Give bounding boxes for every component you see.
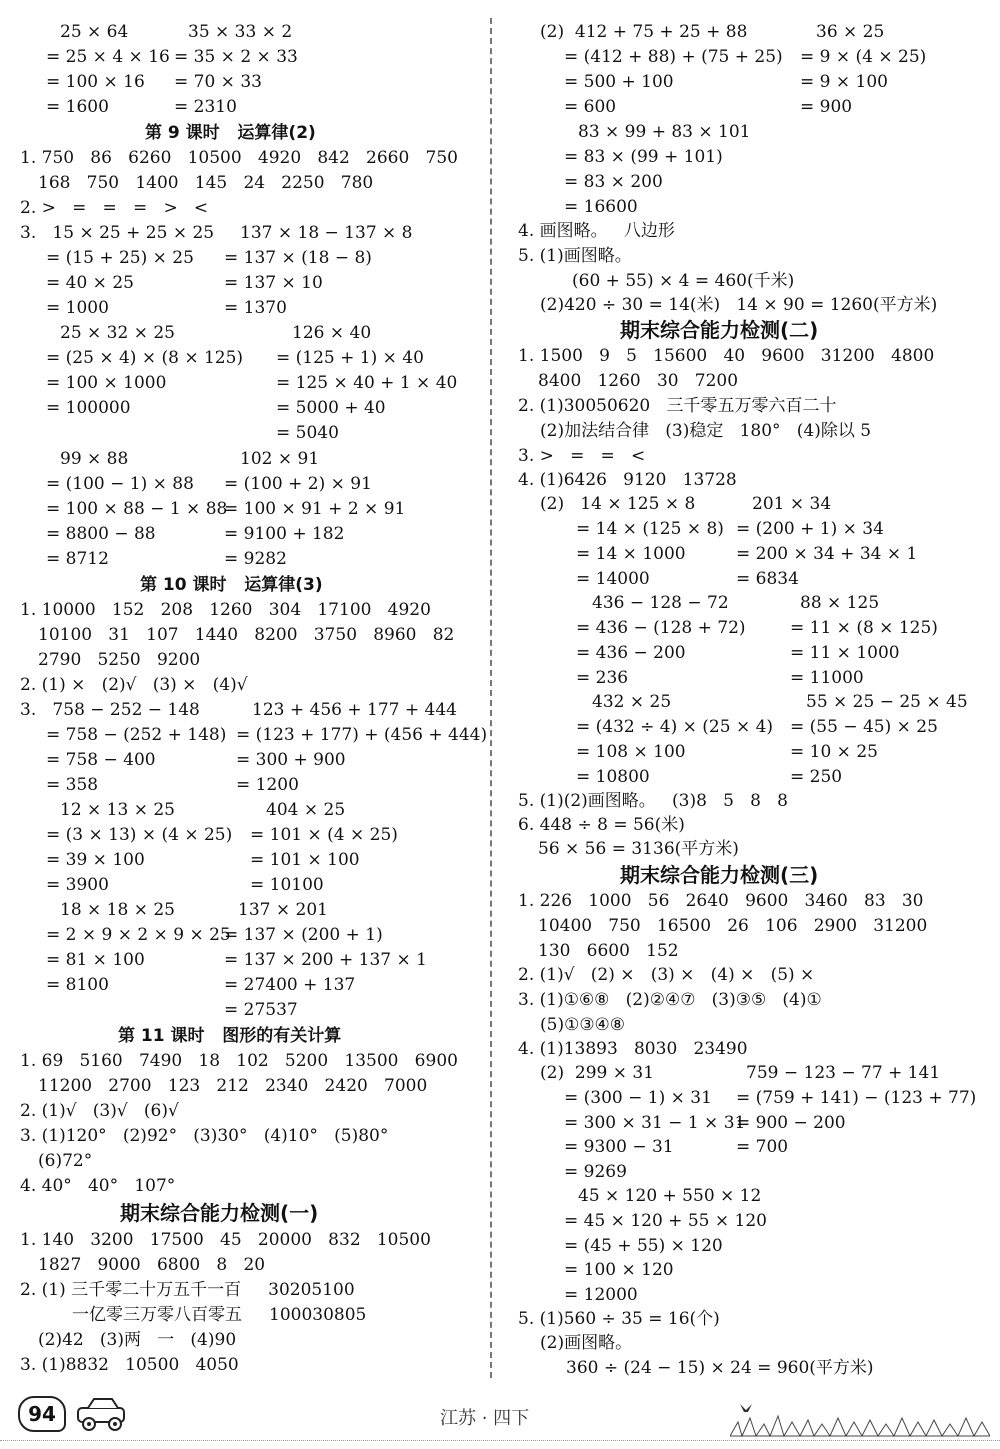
- car-icon: [72, 1394, 132, 1434]
- text-line: = 600: [564, 97, 617, 117]
- text-line: 4. 40° 40° 107°: [20, 1176, 176, 1196]
- text-line: 10400 750 16500 26 106 2900 31200: [538, 916, 928, 936]
- text-line: = 6834: [736, 569, 799, 589]
- text-line: = (412 + 88) + (75 + 25): [564, 47, 783, 67]
- text-line: = 436 − 200: [576, 643, 686, 663]
- text-line: = 9 × 100: [800, 72, 888, 92]
- text-line: 4. 画图略。 八边形: [518, 221, 675, 241]
- text-line: = 100 × 1000: [46, 373, 167, 393]
- text-line: 4. (1)6426 9120 13728: [518, 470, 737, 490]
- text-line: = 137 × 200 + 137 × 1: [224, 950, 427, 970]
- text-line: = (45 + 55) × 120: [564, 1236, 723, 1256]
- text-line: (2)420 ÷ 30 = 14(米) 14 × 90 = 1260(平方米): [540, 295, 938, 315]
- text-line: 3. 15 × 25 + 25 × 25: [20, 223, 215, 243]
- text-line: 45 × 120 + 550 × 12: [578, 1186, 762, 1206]
- text-line: 1. 140 3200 17500 45 20000 832 10500: [20, 1230, 431, 1250]
- text-line: 25 × 32 × 25: [60, 323, 175, 343]
- section-heading: 第 9 课时 运算律(2): [145, 123, 316, 143]
- text-line: (60 + 55) × 4 = 460(千米): [572, 271, 795, 291]
- section-heading: 第 11 课时 图形的有关计算: [118, 1026, 342, 1046]
- text-line: = 11000: [790, 668, 864, 688]
- text-line: = 35 × 2 × 33: [174, 47, 298, 67]
- text-line: = 45 × 120 + 55 × 120: [564, 1211, 767, 1231]
- text-line: = (3 × 13) × (4 × 25): [46, 825, 233, 845]
- text-line: = 3900: [46, 875, 109, 895]
- text-line: 130 6600 152: [538, 941, 679, 961]
- text-line: = 9100 + 182: [224, 524, 345, 544]
- text-line: 11200 2700 123 212 2340 2420 7000: [38, 1076, 428, 1096]
- text-line: = 14 × 1000: [576, 544, 686, 564]
- text-line: = 39 × 100: [46, 850, 145, 870]
- text-line: (2)42 (3)两 一 (4)90: [38, 1330, 237, 1350]
- text-line: 2. (1) 三千零二十万五千一百 30205100: [20, 1280, 355, 1300]
- text-line: 1. 69 5160 7490 18 102 5200 13500 6900: [20, 1051, 458, 1071]
- section-heading: 期末综合能力检测(一): [120, 1201, 319, 1225]
- text-line: = 137 × (200 + 1): [224, 925, 383, 945]
- text-line: = 40 × 25: [46, 273, 134, 293]
- text-line: 137 × 201: [238, 900, 328, 920]
- text-line: = 101 × (4 × 25): [250, 825, 398, 845]
- text-line: 1. 750 86 6260 10500 4920 842 2660 750: [20, 148, 458, 168]
- text-line: = 300 + 900: [236, 750, 346, 770]
- text-line: = 10100: [250, 875, 324, 895]
- text-line: = 236: [576, 668, 629, 688]
- text-line: = (759 + 141) − (123 + 77): [736, 1088, 977, 1108]
- text-line: 8400 1260 30 7200: [538, 371, 739, 391]
- text-line: = 137 × (18 − 8): [224, 248, 372, 268]
- text-line: = 8800 − 88: [46, 524, 156, 544]
- text-line: 2. (1)√ (2) × (3) × (4) × (5) ×: [518, 965, 815, 985]
- text-line: = 5040: [276, 423, 339, 443]
- text-line: = 900: [800, 97, 853, 117]
- text-line: = 27537: [224, 1000, 298, 1020]
- text-line: = 900 − 200: [736, 1113, 846, 1133]
- text-line: 25 × 64: [60, 22, 129, 42]
- text-line: = 9282: [224, 549, 287, 569]
- text-line: = 2 × 9 × 2 × 9 × 25: [46, 925, 231, 945]
- text-line: 2. (1) × (2)√ (3) × (4)√: [20, 675, 248, 695]
- text-line: 1. 1500 9 5 15600 40 9600 31200 4800: [518, 346, 935, 366]
- text-line: 18 × 18 × 25: [60, 900, 175, 920]
- text-line: (5)①③④⑧: [540, 1015, 626, 1035]
- text-line: 3. 758 − 252 − 148: [20, 700, 200, 720]
- text-line: (2) 299 × 31: [540, 1063, 655, 1083]
- text-line: 2. > = = = > <: [20, 198, 209, 218]
- text-line: = 100 × 88 − 1 × 88: [46, 499, 228, 519]
- text-line: 3. > = = <: [518, 446, 646, 466]
- text-line: = 108 × 100: [576, 742, 686, 762]
- text-line: = 11 × (8 × 125): [790, 618, 938, 638]
- text-line: = 12000: [564, 1285, 638, 1305]
- text-line: 88 × 125: [800, 593, 880, 613]
- text-line: (6)72°: [38, 1151, 93, 1171]
- text-line: 一亿零三万零八百零五 100030805: [72, 1305, 367, 1325]
- section-heading: 期末综合能力检测(三): [620, 863, 819, 887]
- text-line: 3. (1)8832 10500 4050: [20, 1355, 239, 1375]
- text-line: (2)画图略。: [540, 1333, 633, 1353]
- text-line: = 11 × 1000: [790, 643, 900, 663]
- text-line: = 70 × 33: [174, 72, 262, 92]
- text-line: 3. (1)120° (2)92° (3)30° (4)10° (5)80°: [20, 1126, 389, 1146]
- text-line: 2790 5250 9200: [38, 650, 201, 670]
- text-line: = 16600: [564, 197, 638, 217]
- text-line: 137 × 18 − 137 × 8: [240, 223, 413, 243]
- text-line: 2. (1)30050620 三千零五万零六百二十: [518, 396, 837, 416]
- text-line: = 1370: [224, 298, 287, 318]
- text-line: = 758 − 400: [46, 750, 156, 770]
- text-line: 123 + 456 + 177 + 444: [252, 700, 457, 720]
- text-line: = 137 × 10: [224, 273, 323, 293]
- text-line: = 25 × 4 × 16: [46, 47, 170, 67]
- text-line: 10100 31 107 1440 8200 3750 8960 82: [38, 625, 455, 645]
- text-line: = 83 × 200: [564, 172, 663, 192]
- text-line: 759 − 123 − 77 + 141: [746, 1063, 941, 1083]
- text-line: = 1200: [236, 775, 299, 795]
- text-line: = 10800: [576, 767, 650, 787]
- text-line: 6. 448 ÷ 8 = 56(米): [518, 815, 685, 835]
- text-line: = 300 × 31 − 1 × 31: [564, 1113, 746, 1133]
- text-line: = 1000: [46, 298, 109, 318]
- section-heading: 第 10 课时 运算律(3): [140, 575, 323, 595]
- text-line: (2) 412 + 75 + 25 + 88: [540, 22, 748, 42]
- text-line: 201 × 34: [752, 494, 832, 514]
- text-line: = 250: [790, 767, 843, 787]
- text-line: 102 × 91: [240, 449, 320, 469]
- text-line: 55 × 25 − 25 × 45: [806, 692, 968, 712]
- text-line: 4. (1)13893 8030 23490: [518, 1039, 748, 1059]
- text-line: = 758 − (252 + 148): [46, 725, 227, 745]
- text-line: = (123 + 177) + (456 + 444): [236, 725, 488, 745]
- text-line: = (25 × 4) × (8 × 125): [46, 348, 244, 368]
- page-number: 94: [18, 1396, 66, 1432]
- text-line: 99 × 88: [60, 449, 129, 469]
- text-line: 360 ÷ (24 − 15) × 24 = 960(平方米): [566, 1358, 874, 1378]
- text-line: = (100 − 1) × 88: [46, 474, 194, 494]
- text-line: 2. (1)√ (3)√ (6)√: [20, 1101, 179, 1121]
- text-line: = 500 + 100: [564, 72, 674, 92]
- text-line: = 9 × (4 × 25): [800, 47, 927, 67]
- text-line: = 9269: [564, 1162, 627, 1182]
- text-line: = 2310: [174, 97, 237, 117]
- grass-icon: [730, 1398, 990, 1438]
- footer-rule: [0, 1440, 1000, 1441]
- text-line: (2) 14 × 125 × 8: [540, 494, 696, 514]
- text-line: = (200 + 1) × 34: [736, 519, 884, 539]
- text-line: 5. (1)(2)画图略。 (3)8 5 8 8: [518, 791, 788, 811]
- text-line: = 9300 − 31: [564, 1137, 674, 1157]
- text-line: = 700: [736, 1137, 789, 1157]
- text-line: 168 750 1400 145 24 2250 780: [38, 173, 374, 193]
- text-line: = (55 − 45) × 25: [790, 717, 938, 737]
- text-line: 1. 10000 152 208 1260 304 17100 4920: [20, 600, 431, 620]
- text-line: = 100 × 91 + 2 × 91: [224, 499, 406, 519]
- text-line: = 27400 + 137: [224, 975, 356, 995]
- text-line: = 100 × 16: [46, 72, 145, 92]
- text-line: 1827 9000 6800 8 20: [38, 1255, 266, 1275]
- text-line: = 83 × (99 + 101): [564, 147, 723, 167]
- text-line: 404 × 25: [266, 800, 346, 820]
- text-line: 436 − 128 − 72: [592, 593, 729, 613]
- text-line: = 14 × (125 × 8): [576, 519, 724, 539]
- text-line: = (15 + 25) × 25: [46, 248, 194, 268]
- text-line: = 10 × 25: [790, 742, 878, 762]
- column-divider: [490, 18, 492, 1378]
- text-line: 83 × 99 + 83 × 101: [578, 122, 751, 142]
- text-line: 126 × 40: [292, 323, 372, 343]
- text-line: = (125 + 1) × 40: [276, 348, 424, 368]
- text-line: (2)加法结合律 (3)稳定 180° (4)除以 5: [540, 421, 872, 441]
- text-line: 1. 226 1000 56 2640 9600 3460 83 30: [518, 891, 924, 911]
- text-line: = 8100: [46, 975, 109, 995]
- text-line: = (100 + 2) × 91: [224, 474, 372, 494]
- text-line: 432 × 25: [592, 692, 672, 712]
- footer-label: 江苏 · 四下: [440, 1408, 530, 1429]
- text-line: 35 × 33 × 2: [188, 22, 293, 42]
- text-line: 36 × 25: [816, 22, 885, 42]
- text-line: = 100000: [46, 398, 131, 418]
- text-line: 56 × 56 = 3136(平方米): [538, 839, 739, 859]
- page-footer: [0, 1388, 1000, 1449]
- text-line: = (300 − 1) × 31: [564, 1088, 712, 1108]
- text-line: = 200 × 34 + 34 × 1: [736, 544, 918, 564]
- text-line: = 358: [46, 775, 99, 795]
- text-line: = 1600: [46, 97, 109, 117]
- text-line: 5. (1)560 ÷ 35 = 16(个): [518, 1309, 720, 1329]
- text-line: = 101 × 100: [250, 850, 360, 870]
- text-line: = 100 × 120: [564, 1260, 674, 1280]
- text-line: = (432 ÷ 4) × (25 × 4): [576, 717, 774, 737]
- text-line: = 5000 + 40: [276, 398, 386, 418]
- text-line: 3. (1)①⑥⑧ (2)②④⑦ (3)③⑤ (4)①: [518, 990, 822, 1010]
- section-heading: 期末综合能力检测(二): [620, 318, 819, 342]
- text-line: = 8712: [46, 549, 109, 569]
- text-line: = 125 × 40 + 1 × 40: [276, 373, 458, 393]
- text-line: = 14000: [576, 569, 650, 589]
- text-line: 12 × 13 × 25: [60, 800, 175, 820]
- text-line: 5. (1)画图略。: [518, 246, 632, 266]
- text-line: = 436 − (128 + 72): [576, 618, 746, 638]
- text-line: = 81 × 100: [46, 950, 145, 970]
